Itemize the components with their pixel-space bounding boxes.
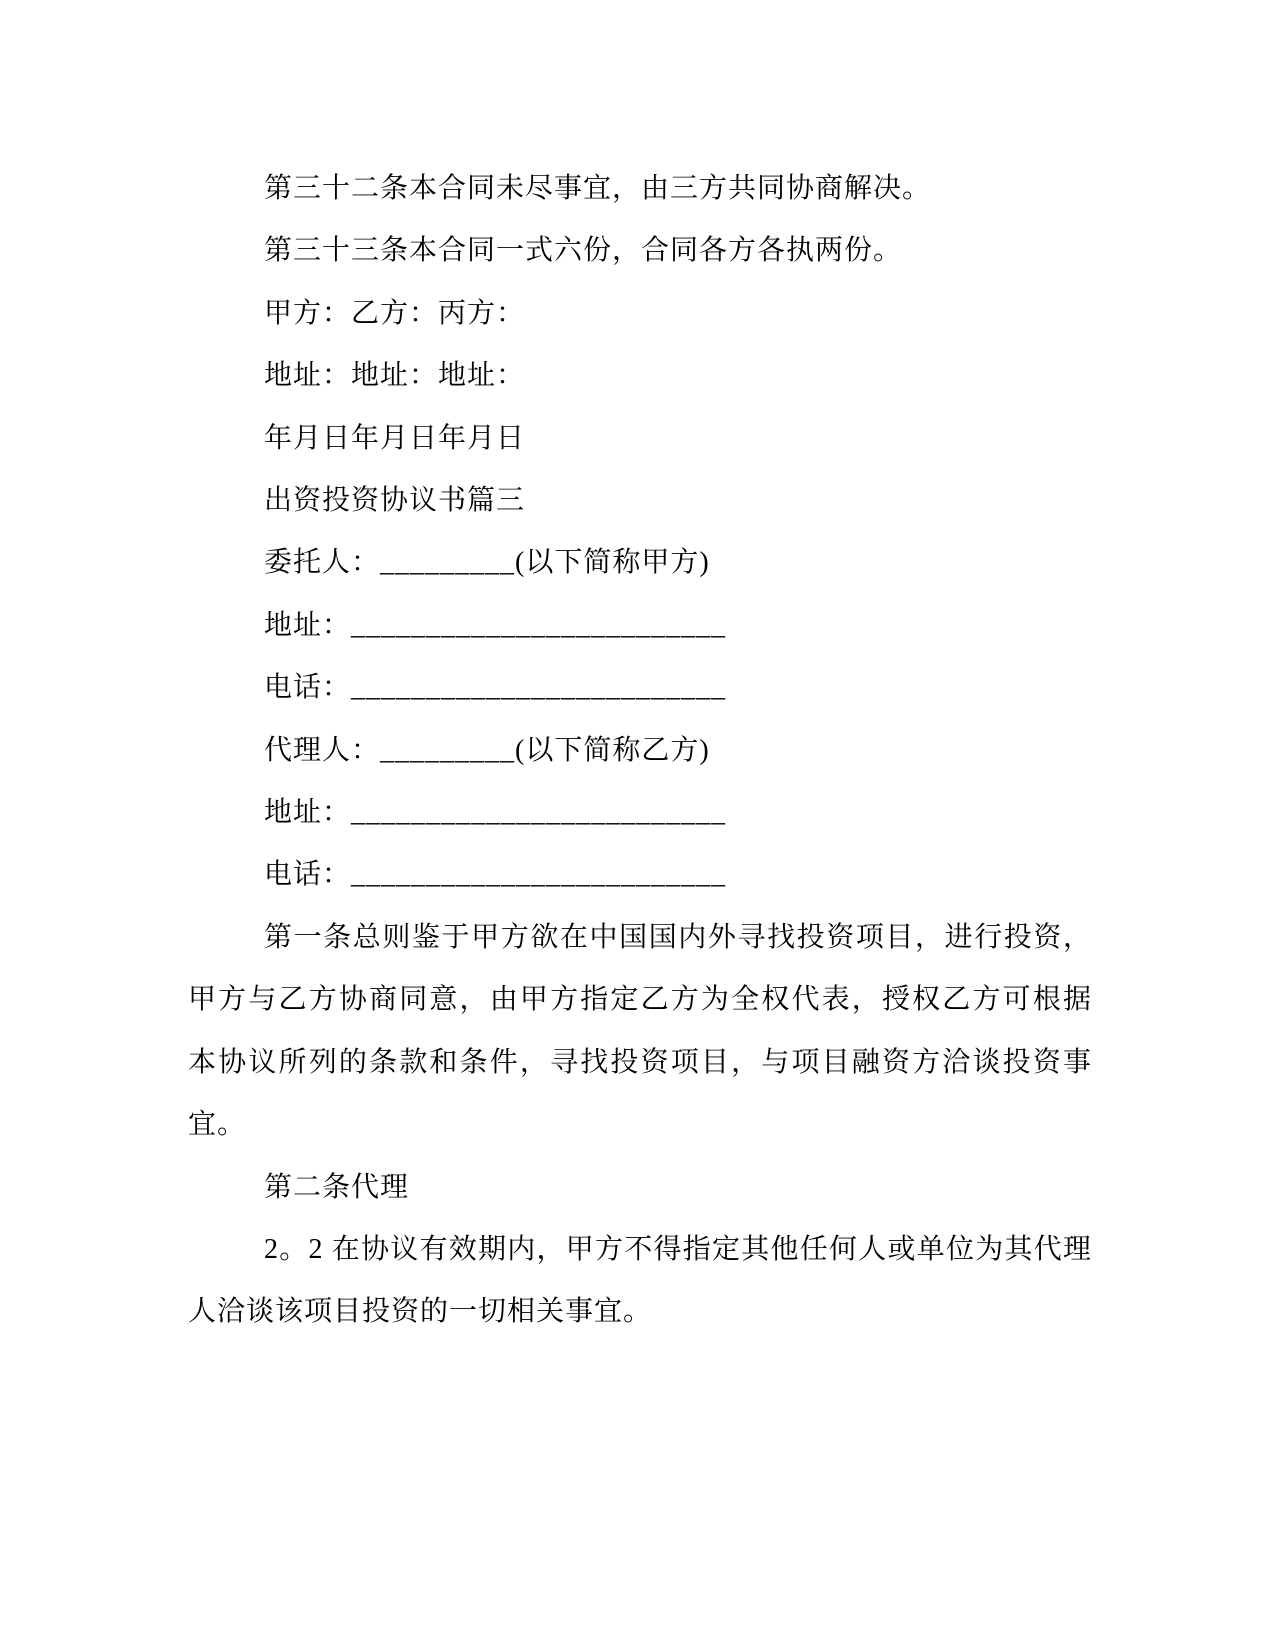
text-line: 第二条代理 <box>264 1171 410 1203</box>
text-line: 宜。 <box>188 1109 247 1141</box>
text-line: 甲方：乙方：丙方： <box>264 297 526 329</box>
text-line: 人洽谈该项目投资的一切相关事宜。 <box>188 1296 653 1328</box>
text-line: 电话：_________________________ <box>264 859 727 891</box>
text-line: 电话：_________________________ <box>264 672 727 704</box>
text-line: 代理人：_________(以下简称乙方) <box>264 734 710 766</box>
text-line: 委托人：_________(以下简称甲方) <box>264 547 710 579</box>
text-line: 第三十二条本合同未尽事宜，由三方共同协商解决。 <box>264 173 932 204</box>
text-line: 甲方与乙方协商同意，由甲方指定乙方为全权代表，授权乙方可根据 <box>188 984 1092 1016</box>
text-line: 地址：地址：地址： <box>264 360 526 392</box>
text-line: 第一条总则鉴于甲方欲在中国国内外寻找投资项目，进行投资， <box>264 921 1092 953</box>
text-line: 出资投资协议书篇三 <box>264 485 526 517</box>
text-line: 本协议所列的条款和条件，寻找投资项目，与项目融资方洽谈投资事 <box>188 1046 1092 1078</box>
text-line: 地址：_________________________ <box>264 609 727 641</box>
text-line: 年月日年月日年月日 <box>264 422 526 454</box>
text-line: 2。2 在协议有效期内，甲方不得指定其他任何人或单位为其代理 <box>264 1233 1092 1265</box>
text-line: 地址：_________________________ <box>264 797 727 829</box>
text-line: 第三十三条本合同一式六份，合同各方各执两份。 <box>264 235 903 267</box>
